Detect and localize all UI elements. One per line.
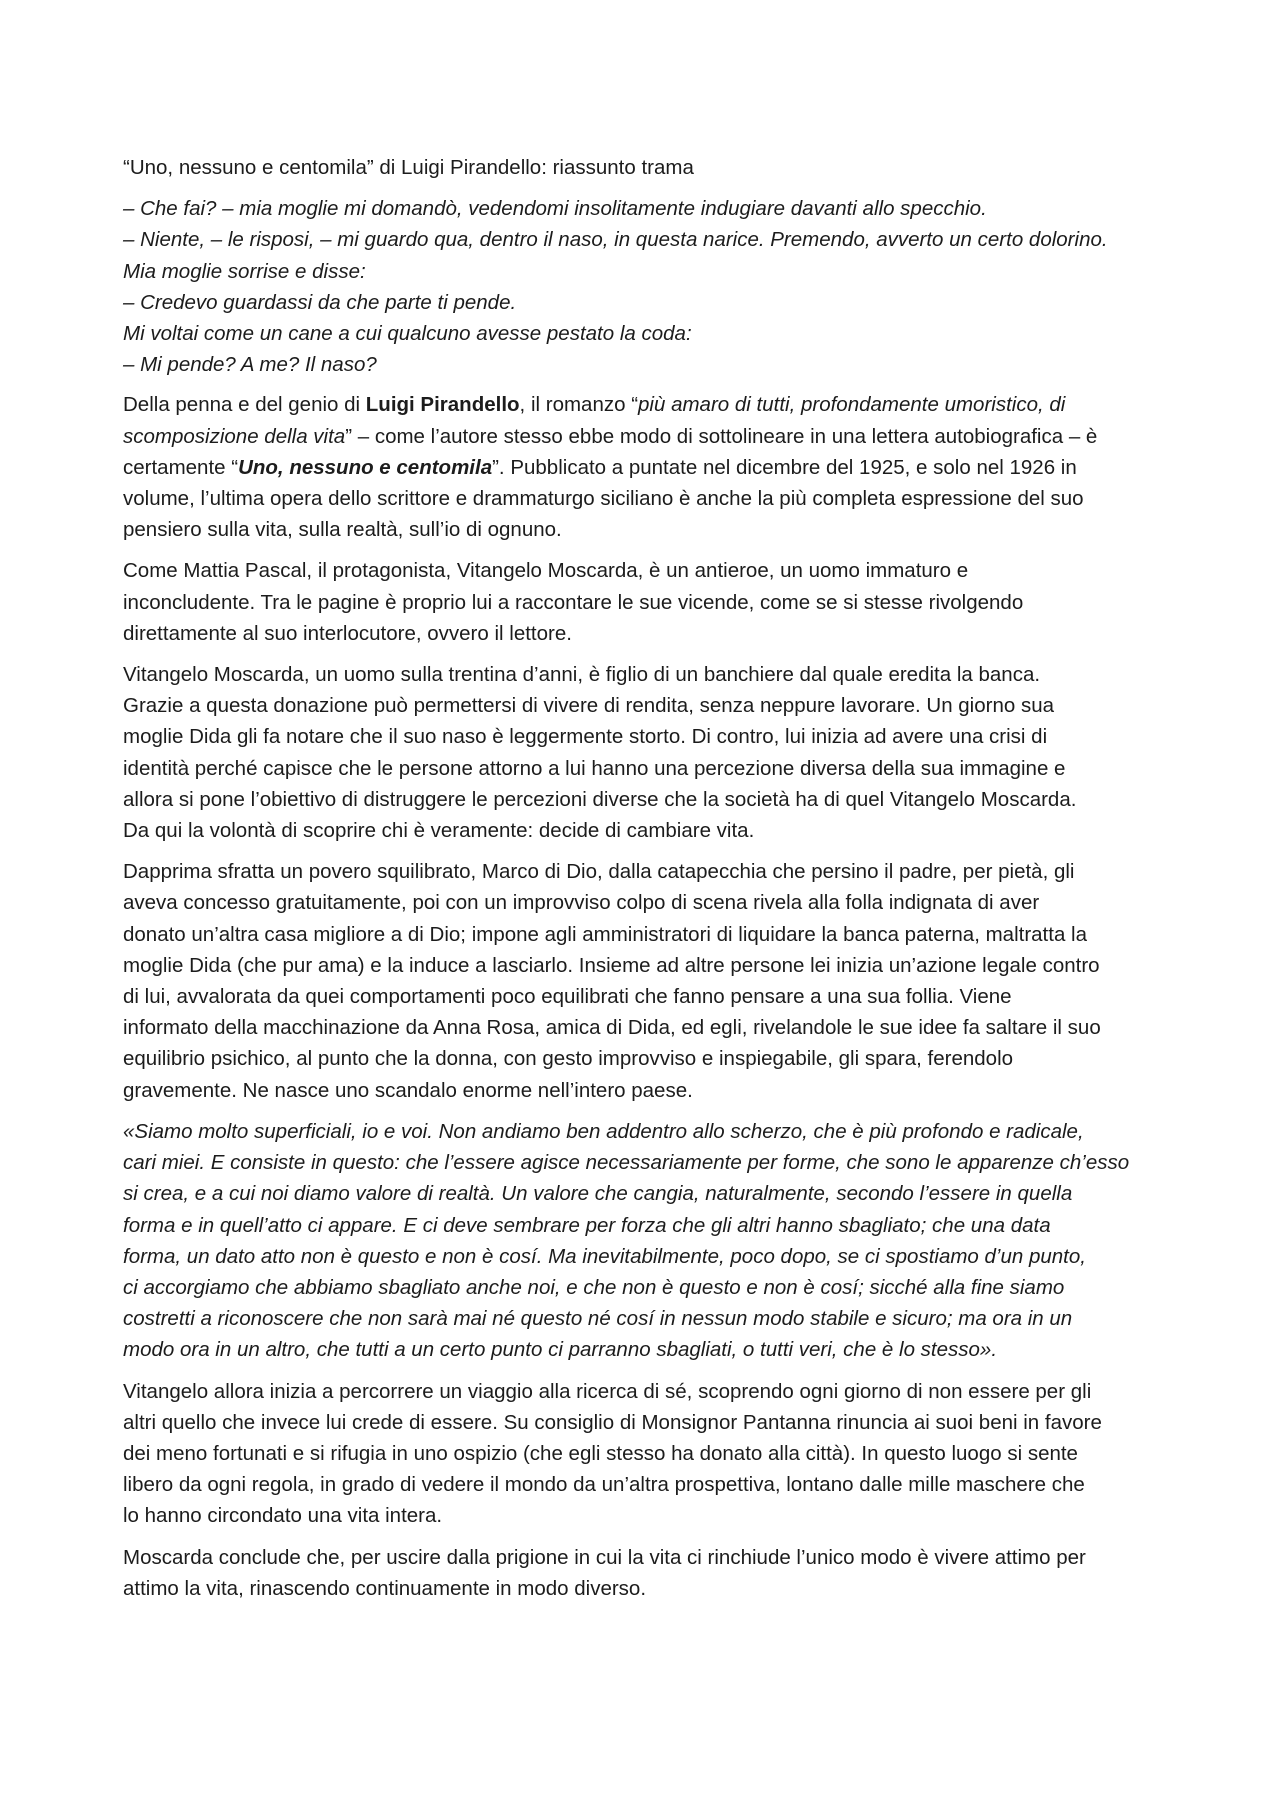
text-line: Moscarda conclude che, per uscire dalla prigione in cui la vita ci rinchiude l’unico modo è vivere attimo per (123, 1545, 1086, 1569)
paragraph-vitangelo (123, 659, 1173, 846)
text-line: Da qui la volontà di scoprire chi è veramente: decide di cambiare vita. (123, 819, 755, 843)
intro-text: ” – come l’autore stesso ebbe modo di sottolineare in una lettera autobiografica – è (345, 424, 1098, 448)
intro-line (123, 421, 1173, 452)
intro-text: Della penna e del genio di (123, 393, 366, 417)
quote-line: cari miei. E consiste in questo: che l’essere agisce necessariamente per forme, che sono le apparenze ch’esso (123, 1151, 1130, 1175)
text-line: libero da ogni regola, in grado di vedere il mondo da un’altra prospettiva, lontano dalle mille maschere che (123, 1473, 1085, 1497)
text-line: informato della macchinazione da Anna Rosa, amica di Dida, ed egli, rivelandole le sue idee fa saltare il suo (123, 1016, 1101, 1040)
quote-paragraph (123, 1116, 1173, 1366)
text-line: Vitangelo allora inizia a percorrere un viaggio alla ricerca di sé, scoprendo ogni giorno di non essere per gli (123, 1379, 1092, 1403)
text-line: identità perché capisce che le persone attorno a lui hanno una percezione diversa della sua immagine e (123, 756, 1066, 780)
paragraph-mattia (123, 555, 1173, 649)
text-line: di lui, avvalorata da quei comportamenti poco equilibrati che fanno pensare a una sua follia. Viene (123, 985, 1012, 1009)
text-line: gravemente. Ne nasce uno scandalo enorme nell’intero paese. (123, 1078, 693, 1102)
opening-dialogue (123, 193, 1173, 380)
quote-line: si crea, e a cui noi diamo valore di realtà. Un valore che cangia, naturalmente, secondo l’essere in quella (123, 1182, 1073, 1206)
dialogue-line: – Credevo guardassi da che parte ti pende. (123, 290, 517, 314)
text-line: Dapprima sfratta un povero squilibrato, Marco di Dio, dalla catapecchia che persino il padre, per pietà, gli (123, 860, 1075, 884)
intro-line: volume, l’ultima opera dello scrittore e drammaturgo siciliano è anche la più completa espressione del suo (123, 487, 1084, 511)
dialogue-line: Mia moglie sorrise e disse: (123, 259, 366, 283)
intro-text: ”. Pubblicato a puntate nel dicembre del 1925, e solo nel 1926 in (492, 455, 1077, 479)
document-title (123, 152, 1173, 183)
author-quote: scomposizione della vita (123, 424, 346, 448)
book-title: Uno, nessuno e centomila (238, 455, 493, 479)
author-quote: più amaro di tutti, profondamente umoristico, di (638, 393, 1066, 417)
dialogue-line: – Mi pende? A me? Il naso? (123, 353, 377, 377)
text-line: lo hanno circondato una vita intera. (123, 1504, 443, 1528)
quote-line: modo ora in un altro, che tutti a un certo punto ci parranno sbagliati, o tutti veri, che è lo stesso». (123, 1338, 998, 1362)
document-page (123, 152, 1173, 1614)
intro-line: pensiero sulla vita, sulla realtà, sull’io di ognuno. (123, 518, 562, 542)
dialogue-line: – Che fai? – mia moglie mi domandò, vedendomi insolitamente indugiare davanti allo specchio. (123, 197, 987, 221)
text-line: donato un’altra casa migliore a di Dio; impone agli amministratori di liquidare la banca paterna, maltratta la (123, 922, 1088, 946)
text-line: direttamente al suo interlocutore, ovvero il lettore. (123, 621, 572, 645)
text-line: inconcludente. Tra le pagine è proprio lui a raccontare le sue vicende, come se si stesse rivolgendo (123, 590, 1024, 614)
dialogue-line: – Niente, – le risposi, – mi guardo qua, dentro il naso, in questa narice. Premendo, avverto un certo dolorino. (123, 228, 1108, 252)
text-line: dei meno fortunati e si rifugia in uno ospizio (che egli stesso ha donato alla città). In questo luogo si sente (123, 1441, 1078, 1465)
paragraph-dapprima (123, 856, 1173, 1106)
quote-line: forma, un dato atto non è questo e non è cosí. Ma inevitabilmente, poco dopo, se ci spostiamo d’un punto, (123, 1244, 1086, 1268)
intro-paragraph (123, 389, 1173, 545)
author-name: Luigi Pirandello (365, 393, 520, 417)
text-line: attimo la vita, rinascendo continuamente in modo diverso. (123, 1576, 647, 1600)
text-line: altri quello che invece lui crede di essere. Su consiglio di Monsignor Pantanna rinuncia ai suoi beni in favore (123, 1410, 1102, 1434)
intro-line (123, 389, 1173, 420)
intro-text: certamente “ (123, 455, 239, 479)
intro-line (123, 452, 1173, 483)
paragraph-conclusione (123, 1542, 1173, 1604)
intro-text: , il romanzo “ (519, 393, 639, 417)
text-line: moglie Dida gli fa notare che il suo naso è leggermente storto. Di contro, lui inizia ad avere una crisi di (123, 725, 1048, 749)
quote-line: «Siamo molto superficiali, io e voi. Non andiamo ben addentro allo scherzo, che è più profondo e radicale, (123, 1119, 1084, 1143)
quote-line: forma e in quell’atto ci appare. E ci deve sembrare per forza che gli altri hanno sbagliato; che una data (123, 1213, 1051, 1237)
text-line: aveva concesso gratuitamente, poi con un improvviso colpo di scena rivela alla folla indignata di aver (123, 891, 1040, 915)
text-line: Vitangelo Moscarda, un uomo sulla trentina d’anni, è figlio di un banchiere dal quale eredita la banca. (123, 663, 1041, 687)
text-line: Come Mattia Pascal, il protagonista, Vitangelo Moscarda, è un antieroe, un uomo immaturo e (123, 559, 969, 583)
text-line: allora si pone l’obiettivo di distruggere le percezioni diverse che la società ha di quel Vitangelo Moscarda. (123, 787, 1077, 811)
text-line: Grazie a questa donazione può permettersi di vivere di rendita, senza neppure lavorare. Un giorno sua (123, 694, 1055, 718)
title-line: “Uno, nessuno e centomila” di Luigi Pirandello: riassunto trama (123, 156, 694, 179)
text-line: equilibrio psichico, al punto che la donna, con gesto improvviso e inspiegabile, gli spara, ferendolo (123, 1047, 1014, 1071)
quote-line: ci accorgiamo che abbiamo sbagliato anche noi, e che non è questo e non è cosí; sicché alla fine siamo (123, 1275, 1065, 1299)
dialogue-line: Mi voltai come un cane a cui qualcuno avesse pestato la coda: (123, 322, 692, 346)
paragraph-viaggio (123, 1376, 1173, 1532)
text-line: moglie Dida (che pur ama) e la induce a lasciarlo. Insieme ad altre persone lei inizia un’azione legale contro (123, 953, 1100, 977)
quote-line: costretti a riconoscere che non sarà mai né questo né cosí in nessun modo stabile e sicuro; ma ora in un (123, 1307, 1073, 1331)
